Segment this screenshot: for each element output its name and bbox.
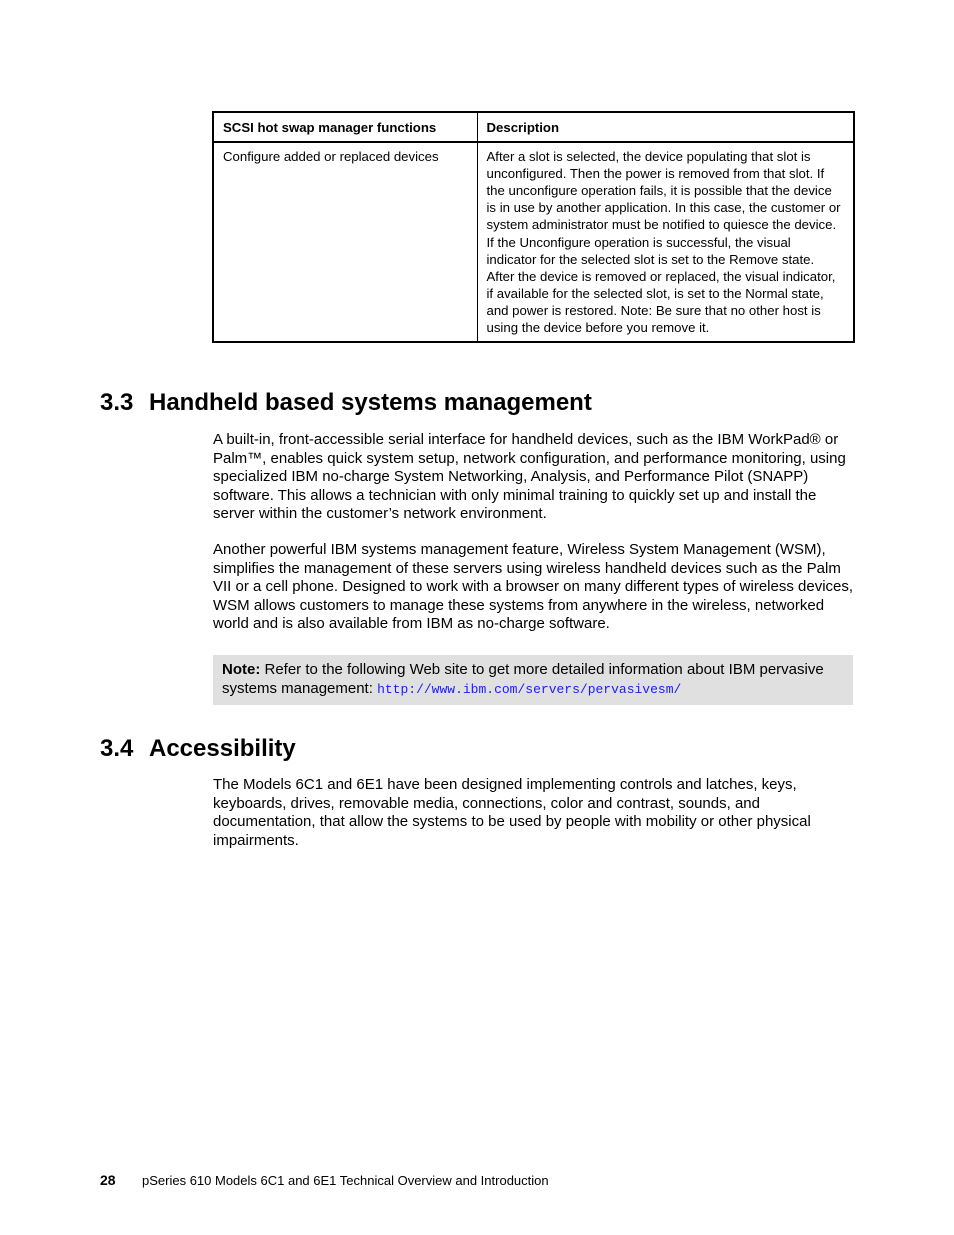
paragraph-handheld-interface: A built-in, front-accessible serial interface for handheld devices, such as the IBM WorkPad® or Palm™, enables quick system setup, network configuration, and performance monitoring, using specialized IBM no-charge System Networking, Analysis, and Performance Pilot (SNAPP) software. This allows a technician with only minimal training to quickly set up and install the server within the customer’s network environment. [213,431,846,523]
section-heading-3-4 [100,735,296,763]
note-box [213,655,853,705]
note-label: Note: [222,661,261,678]
section-title: Accessibility [149,735,296,762]
book-title: pSeries 610 Models 6C1 and 6E1 Technical Overview and Introduction [142,1173,549,1188]
functions-table-wrapper [212,111,853,343]
table-header-row [213,112,854,142]
table-header-functions: SCSI hot swap manager functions [213,112,477,142]
paragraph-wireless-management: Another powerful IBM systems management feature, Wireless System Management (WSM), simplifies the management of these servers using wireless handheld devices such as the Palm VII or a cell phone. Designed to work with a browser on many different types of wireless devices, WSM allows customers to manage these systems from anywhere in the wireless, networked world and is also available from IBM as no-charge software. [213,541,854,633]
page-number: 28 [100,1172,116,1188]
table-header-description: Description [477,112,854,142]
section-title: Handheld based systems management [149,389,592,416]
pervasive-management-link[interactable]: http://www.ibm.com/servers/pervasivesm/ [377,682,682,697]
section-heading-3-3 [100,389,592,417]
table-row [213,142,854,342]
table-cell-function: Configure added or replaced devices [213,142,477,342]
note-text: Refer to the following Web site to get more detailed information about IBM pervasive systems management: [222,661,824,697]
scsi-hot-swap-functions-table [212,111,855,343]
table-cell-description: After a slot is selected, the device populating that slot is unconfigured. Then the power is removed from that slot. If the unconfigure operation fails, it is possible that the device is in use by another application. In this case, the customer or system administrator must be notified to quiesce the device. If the Unconfigure operation is successful, the visual indicator for the selected slot is set to the Remove state. After the device is removed or replaced, the visual indicator, if available for the selected slot, is set to the Normal state, and power is restored. Note: Be sure that no other host is using the device before you remove it. [477,142,854,342]
section-number: 3.3 [100,389,134,416]
page-footer [100,1171,549,1190]
section-number: 3.4 [100,735,134,762]
paragraph-accessibility: The Models 6C1 and 6E1 have been designed implementing controls and latches, keys, keyboards, drives, removable media, connections, color and contrast, sounds, and documentation, that allow the systems to be used by people with mobility or other physical impairments. [213,776,811,849]
